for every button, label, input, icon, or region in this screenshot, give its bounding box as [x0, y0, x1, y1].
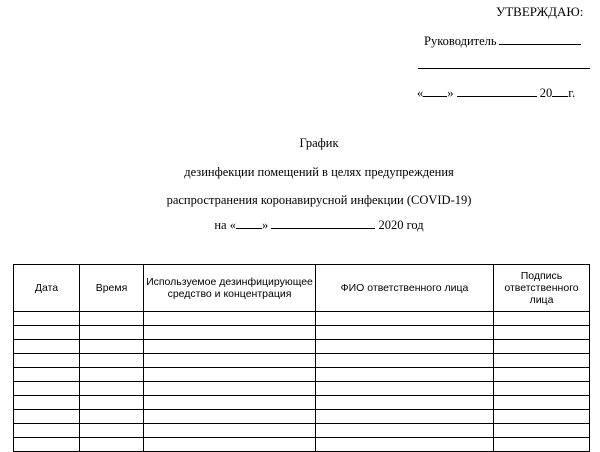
table-cell[interactable]: [144, 368, 316, 382]
table-cell[interactable]: [144, 396, 316, 410]
table-cell[interactable]: [80, 424, 144, 438]
table-cell[interactable]: [80, 410, 144, 424]
table-cell[interactable]: [494, 312, 590, 326]
table-cell[interactable]: [144, 326, 316, 340]
schedule-year: 2020 год: [378, 218, 424, 232]
disinfection-schedule-table: [13, 264, 590, 452]
table-cell[interactable]: [14, 368, 80, 382]
table-cell[interactable]: [316, 410, 494, 424]
table-cell[interactable]: [14, 438, 80, 452]
table-row: [14, 326, 590, 340]
document-title: График: [299, 136, 339, 150]
table-row: [14, 382, 590, 396]
schedule-month-blank: [271, 218, 375, 229]
table-cell[interactable]: [80, 368, 144, 382]
table-cell[interactable]: [494, 354, 590, 368]
table-cell[interactable]: [80, 326, 144, 340]
table-cell[interactable]: [144, 382, 316, 396]
table-cell[interactable]: [80, 354, 144, 368]
day-blank: [423, 86, 447, 97]
table-cell[interactable]: [316, 340, 494, 354]
table-cell[interactable]: [144, 354, 316, 368]
schedule-day-blank: [236, 218, 262, 229]
table-cell[interactable]: [14, 396, 80, 410]
table-cell[interactable]: [316, 396, 494, 410]
table-row: [14, 410, 590, 424]
table-cell[interactable]: [494, 340, 590, 354]
table-cell[interactable]: [144, 312, 316, 326]
table-cell[interactable]: [80, 396, 144, 410]
column-header-time: Время: [80, 265, 144, 312]
table-row: [14, 424, 590, 438]
table-cell[interactable]: [14, 354, 80, 368]
table-cell[interactable]: [14, 340, 80, 354]
table-cell[interactable]: [80, 438, 144, 452]
table-row: [14, 340, 590, 354]
table-row: [14, 312, 590, 326]
document-subtitle-line-1: дезинфекции помещений в целях предупреждения: [184, 165, 454, 179]
table-cell[interactable]: [14, 312, 80, 326]
table-cell[interactable]: [14, 424, 80, 438]
month-blank: [457, 86, 537, 97]
column-header-disinfectant: Используемое дезинфицирующее средство и концентрация: [144, 265, 316, 312]
column-header-signature: Подпись ответственного лица: [494, 265, 590, 312]
table-cell[interactable]: [14, 326, 80, 340]
schedule-date-prefix: на «: [214, 218, 236, 232]
table-cell[interactable]: [316, 312, 494, 326]
table-cell[interactable]: [14, 410, 80, 424]
schedule-date-close-quote: »: [261, 218, 269, 232]
table-row: [14, 438, 590, 452]
table-cell[interactable]: [316, 368, 494, 382]
table-row: [14, 396, 590, 410]
table-cell[interactable]: [80, 382, 144, 396]
table-cell[interactable]: [144, 410, 316, 424]
signature-underline: [418, 68, 590, 69]
date-close-quote: »: [447, 86, 454, 100]
manager-signature-blank: [499, 34, 581, 45]
table-cell[interactable]: [494, 382, 590, 396]
schedule-date-line: [19, 218, 600, 233]
year-blank: [552, 86, 568, 97]
table-header-row: [14, 265, 590, 312]
table-cell[interactable]: [316, 354, 494, 368]
table-cell[interactable]: [144, 340, 316, 354]
year-suffix: г.: [568, 86, 576, 100]
table-cell[interactable]: [494, 396, 590, 410]
table-cell[interactable]: [80, 340, 144, 354]
table-cell[interactable]: [494, 424, 590, 438]
table-cell[interactable]: [80, 312, 144, 326]
table-row: [14, 368, 590, 382]
date-open-quote: «: [417, 86, 424, 100]
table-cell[interactable]: [144, 424, 316, 438]
column-header-responsible-person: ФИО ответственного лица: [316, 265, 494, 312]
year-prefix: 20: [539, 86, 553, 100]
document-subtitle-line-2: распространения коронавирусной инфекции (COVID-19): [166, 193, 472, 207]
manager-line: [424, 34, 581, 49]
manager-label: Руководитель: [424, 34, 497, 48]
table-cell[interactable]: [494, 410, 590, 424]
approval-heading: УТВЕРЖДАЮ:: [496, 4, 584, 19]
table-cell[interactable]: [316, 424, 494, 438]
table-row: [14, 354, 590, 368]
column-header-date: Дата: [14, 265, 80, 312]
table-cell[interactable]: [14, 382, 80, 396]
table-cell[interactable]: [144, 438, 316, 452]
table-cell[interactable]: [494, 326, 590, 340]
table-cell[interactable]: [316, 326, 494, 340]
table-cell[interactable]: [316, 382, 494, 396]
table-cell[interactable]: [494, 438, 590, 452]
table-cell[interactable]: [494, 368, 590, 382]
approval-date-line: [417, 86, 575, 101]
table-cell[interactable]: [316, 438, 494, 452]
